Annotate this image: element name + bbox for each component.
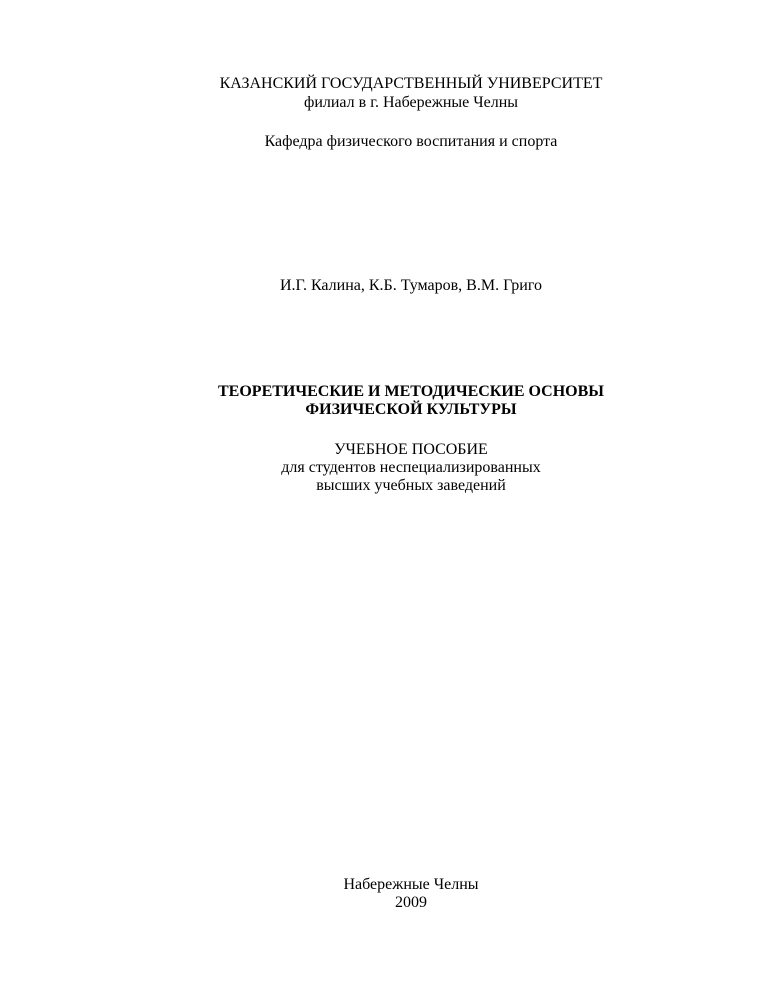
book-title-line-2: ФИЗИЧЕСКОЙ КУЛЬТУРЫ xyxy=(305,401,517,418)
university-name: КАЗАНСКИЙ ГОСУДАРСТВЕННЫЙ УНИВЕРСИТЕТ xyxy=(219,75,603,92)
branch-name: филиал в г. Набережные Челны xyxy=(303,94,519,111)
book-title-line-1: ТЕОРЕТИЧЕСКИЕ И МЕТОДИЧЕСКИЕ ОСНОВЫ xyxy=(218,383,604,400)
audience-line-1: для студентов неспециализированных xyxy=(281,459,541,476)
department-name: Кафедра физического воспитания и спорта xyxy=(264,133,558,150)
publication-type: УЧЕБНОЕ ПОСОБИЕ xyxy=(334,441,488,458)
publication-year: 2009 xyxy=(395,894,427,911)
audience-line-2: высших учебных заведений xyxy=(316,477,506,494)
publication-city: Набережные Челны xyxy=(343,876,479,893)
authors: И.Г. Калина, К.Б. Тумаров, В.М. Григо xyxy=(279,277,543,294)
